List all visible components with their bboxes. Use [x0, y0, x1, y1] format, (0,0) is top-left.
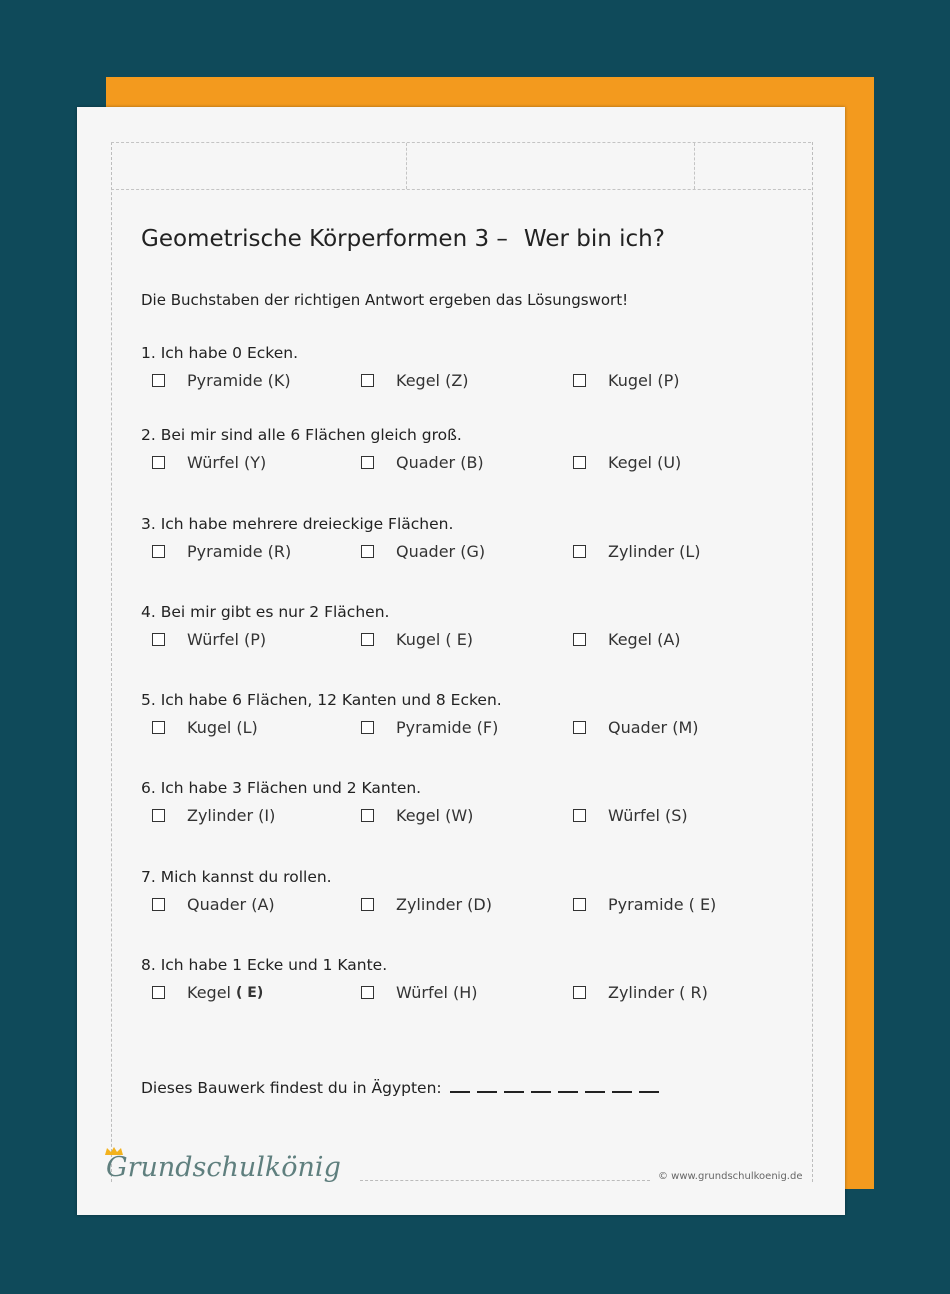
header-divider [694, 143, 695, 189]
answer-option[interactable] [573, 453, 681, 472]
answer-option[interactable] [361, 630, 473, 649]
answer-option[interactable] [152, 983, 263, 1002]
checkbox[interactable] [361, 633, 374, 646]
answer-option[interactable] [361, 542, 485, 561]
answer-option[interactable] [152, 895, 275, 914]
checkbox[interactable] [152, 633, 165, 646]
answer-blank[interactable] [612, 1091, 632, 1093]
option-label: Pyramide ( E) [608, 895, 717, 914]
answer-blank[interactable] [531, 1091, 551, 1093]
header-band [111, 142, 811, 190]
option-label: Kegel (A) [608, 630, 681, 649]
answer-option[interactable] [361, 718, 498, 737]
checkbox[interactable] [361, 721, 374, 734]
option-label: Zylinder (I) [187, 806, 276, 825]
final-question-text: Dieses Bauwerk findest du in Ägypten: [141, 1079, 442, 1097]
final-question [141, 1079, 666, 1097]
option-label: Würfel (Y) [187, 453, 267, 472]
checkbox[interactable] [152, 374, 165, 387]
option-label: Kugel (L) [187, 718, 258, 737]
answer-option[interactable] [573, 983, 708, 1002]
question-text: 4. Bei mir gibt es nur 2 Flächen. [141, 603, 390, 621]
checkbox[interactable] [152, 986, 165, 999]
instruction-text: Die Buchstaben der richtigen Antwort ergeben das Lösungswort! [141, 291, 629, 309]
logo: Grundschulkönig [106, 1152, 341, 1183]
answer-option[interactable] [361, 806, 473, 825]
option-label: Kegel (Z) [396, 371, 469, 390]
answer-option[interactable] [573, 371, 680, 390]
answer-blank[interactable] [450, 1091, 470, 1093]
worksheet-title [141, 226, 665, 252]
option-label: Quader (B) [396, 453, 484, 472]
answer-option[interactable] [573, 542, 701, 561]
checkbox[interactable] [152, 545, 165, 558]
question-text: 3. Ich habe mehrere dreieckige Flächen. [141, 515, 454, 533]
answer-option[interactable] [573, 718, 699, 737]
option-label: Kugel (P) [608, 371, 680, 390]
option-label: Kegel (U) [608, 453, 682, 472]
option-label: Zylinder (D) [396, 895, 492, 914]
option-label: Kegel [187, 983, 231, 1002]
answer-option[interactable] [573, 806, 688, 825]
answer-blank[interactable] [585, 1091, 605, 1093]
option-label: Pyramide (R) [187, 542, 292, 561]
answer-option[interactable] [361, 983, 478, 1002]
answer-option[interactable] [152, 371, 291, 390]
checkbox[interactable] [152, 721, 165, 734]
question-text: 5. Ich habe 6 Flächen, 12 Kanten und 8 Ecken. [141, 691, 502, 709]
checkbox[interactable] [361, 374, 374, 387]
answer-option[interactable] [152, 806, 275, 825]
checkbox[interactable] [573, 374, 586, 387]
checkbox[interactable] [361, 456, 374, 469]
checkbox[interactable] [573, 456, 586, 469]
answer-option[interactable] [152, 630, 266, 649]
title-sub: Wer bin ich? [523, 226, 665, 252]
answer-blank[interactable] [477, 1091, 497, 1093]
answer-blank[interactable] [504, 1091, 524, 1093]
option-label: Würfel (H) [396, 983, 478, 1002]
option-label: Kugel ( E) [396, 630, 474, 649]
answer-option[interactable] [573, 895, 716, 914]
checkbox[interactable] [573, 986, 586, 999]
question-text: 7. Mich kannst du rollen. [141, 868, 332, 886]
checkbox[interactable] [152, 898, 165, 911]
option-label: Kegel (W) [396, 806, 474, 825]
question-text: 6. Ich habe 3 Flächen und 2 Kanten. [141, 779, 422, 797]
option-label: Quader (G) [396, 542, 486, 561]
checkbox[interactable] [152, 456, 165, 469]
answer-blank[interactable] [639, 1091, 659, 1093]
copyright-text: © www.grundschulkoenig.de [658, 1171, 803, 1182]
answer-option[interactable] [573, 630, 681, 649]
option-label: Zylinder (L) [608, 542, 701, 561]
answer-option[interactable] [361, 453, 484, 472]
answer-blank[interactable] [558, 1091, 578, 1093]
checkbox[interactable] [152, 809, 165, 822]
checkbox[interactable] [573, 545, 586, 558]
option-label: Pyramide (F) [396, 718, 499, 737]
question-text: 8. Ich habe 1 Ecke und 1 Kante. [141, 956, 388, 974]
header-divider [406, 143, 407, 189]
checkbox[interactable] [573, 898, 586, 911]
question-text: 2. Bei mir sind alle 6 Flächen gleich groß. [141, 426, 462, 444]
option-label: Quader (A) [187, 895, 275, 914]
option-label: Quader (M) [608, 718, 699, 737]
option-label: Zylinder ( R) [608, 983, 708, 1002]
checkbox[interactable] [361, 986, 374, 999]
title-main: Geometrische Körperformen 3 – [141, 226, 508, 252]
answer-option[interactable] [361, 371, 469, 390]
checkbox[interactable] [573, 809, 586, 822]
option-label: Pyramide (K) [187, 371, 291, 390]
question-text: 1. Ich habe 0 Ecken. [141, 344, 298, 362]
logo-divider [360, 1180, 650, 1181]
answer-option[interactable] [152, 453, 266, 472]
checkbox[interactable] [361, 898, 374, 911]
answer-option[interactable] [152, 542, 291, 561]
answer-option[interactable] [152, 718, 258, 737]
option-letter: ( E) [235, 984, 264, 1001]
answer-option[interactable] [361, 895, 492, 914]
option-label: Würfel (P) [187, 630, 267, 649]
answer-blanks[interactable] [450, 1091, 666, 1097]
option-label: Würfel (S) [608, 806, 688, 825]
checkbox[interactable] [361, 545, 374, 558]
checkbox[interactable] [361, 809, 374, 822]
checkbox[interactable] [573, 721, 586, 734]
checkbox[interactable] [573, 633, 586, 646]
